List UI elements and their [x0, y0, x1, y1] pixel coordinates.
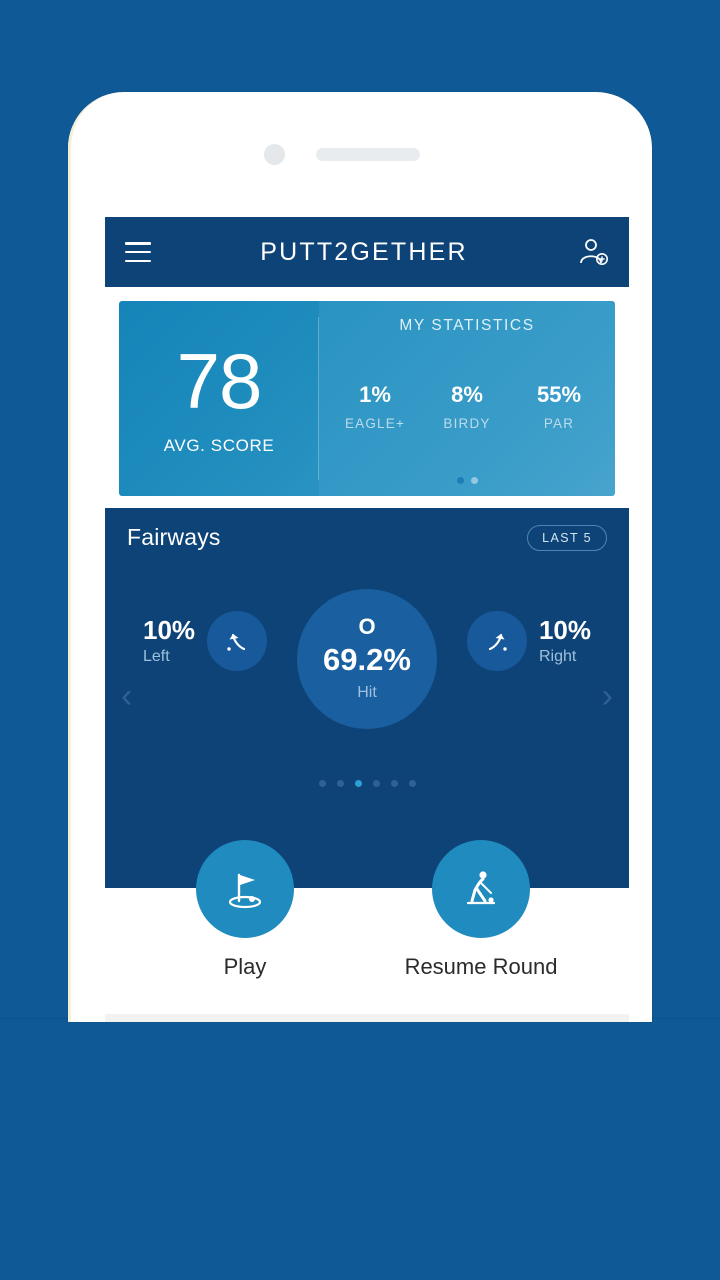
- fairways-body: [105, 551, 629, 801]
- arrow-up-left-icon[interactable]: [207, 611, 267, 671]
- fairway-right-stat: [467, 611, 591, 671]
- golfer-icon: [432, 840, 530, 938]
- page-title: PUTT2GETHER: [260, 237, 468, 266]
- play-button[interactable]: [165, 840, 325, 980]
- fairways-title: Fairways: [127, 524, 221, 550]
- statistics-card-container: [105, 287, 629, 508]
- pager-dot[interactable]: [355, 780, 362, 787]
- fairways-header: [105, 508, 629, 551]
- avg-score-label: AVG. SCORE: [163, 435, 275, 455]
- play-label: Play: [223, 954, 267, 979]
- stat-key: PAR: [543, 416, 575, 431]
- footer-strip: [105, 1014, 629, 1022]
- hamburger-icon[interactable]: [125, 242, 151, 262]
- pager-dot[interactable]: [337, 780, 344, 787]
- front-camera-icon: [264, 144, 285, 165]
- stat-key: EAGLE+: [344, 416, 406, 431]
- arrow-up-left-icon-svg: [220, 624, 254, 658]
- my-statistics-row: [319, 335, 615, 496]
- profile-add-icon[interactable]: [577, 237, 609, 267]
- fairway-left-label: Left: [143, 647, 170, 665]
- fairways-panel: [105, 508, 629, 888]
- fairway-right-value: 10%: [538, 614, 591, 645]
- stat-item-birdy: [421, 382, 513, 431]
- resume-round-button[interactable]: [401, 840, 561, 980]
- fairway-right-label: Right: [538, 647, 577, 665]
- statistics-pager[interactable]: [319, 477, 615, 484]
- my-statistics-pane: [319, 301, 615, 496]
- fairway-hit-symbol: O: [358, 614, 376, 639]
- stat-item-eagle: [329, 382, 421, 431]
- last-5-filter-button[interactable]: LAST 5: [527, 525, 607, 551]
- arrow-up-right-icon-svg: [480, 624, 514, 658]
- stat-value: 8%: [451, 382, 483, 407]
- next-stat-arrow[interactable]: ›: [601, 677, 613, 715]
- stat-value: 1%: [359, 382, 391, 407]
- pager-dot[interactable]: [457, 477, 464, 484]
- statistics-card[interactable]: [119, 301, 615, 496]
- golfer-icon-svg: [455, 863, 507, 915]
- stat-item-par: [513, 382, 605, 431]
- stat-value: 55%: [536, 382, 582, 407]
- background-band: [0, 1018, 720, 1280]
- profile-add-icon-svg: [577, 237, 609, 267]
- fairway-left-stat: [143, 611, 267, 671]
- fairway-hit-label: Hit: [357, 684, 377, 701]
- avg-score-pane: [119, 301, 319, 496]
- previous-stat-arrow[interactable]: ‹: [121, 677, 133, 715]
- avg-score-value: 78: [176, 336, 262, 425]
- arrow-up-right-icon[interactable]: [467, 611, 527, 671]
- app-screen: [105, 217, 629, 1022]
- pager-dot[interactable]: [471, 477, 478, 484]
- pager-dot[interactable]: [391, 780, 398, 787]
- action-bar: [105, 888, 629, 1022]
- pager-dot[interactable]: [319, 780, 326, 787]
- golf-flag-icon-svg: [219, 863, 271, 915]
- fairway-hit-value: 69.2%: [323, 642, 411, 677]
- earpiece-speaker: [316, 148, 420, 161]
- pager-dot[interactable]: [409, 780, 416, 787]
- fairways-pager[interactable]: [105, 780, 629, 787]
- golf-flag-icon: [196, 840, 294, 938]
- fairway-left-value: 10%: [143, 614, 196, 645]
- pager-dot[interactable]: [373, 780, 380, 787]
- fairway-hit-stat[interactable]: [297, 589, 437, 729]
- app-header: [105, 217, 629, 287]
- resume-round-label: Resume Round: [404, 954, 558, 979]
- my-statistics-title: MY STATISTICS: [399, 317, 535, 334]
- stat-key: BIRDY: [443, 416, 491, 431]
